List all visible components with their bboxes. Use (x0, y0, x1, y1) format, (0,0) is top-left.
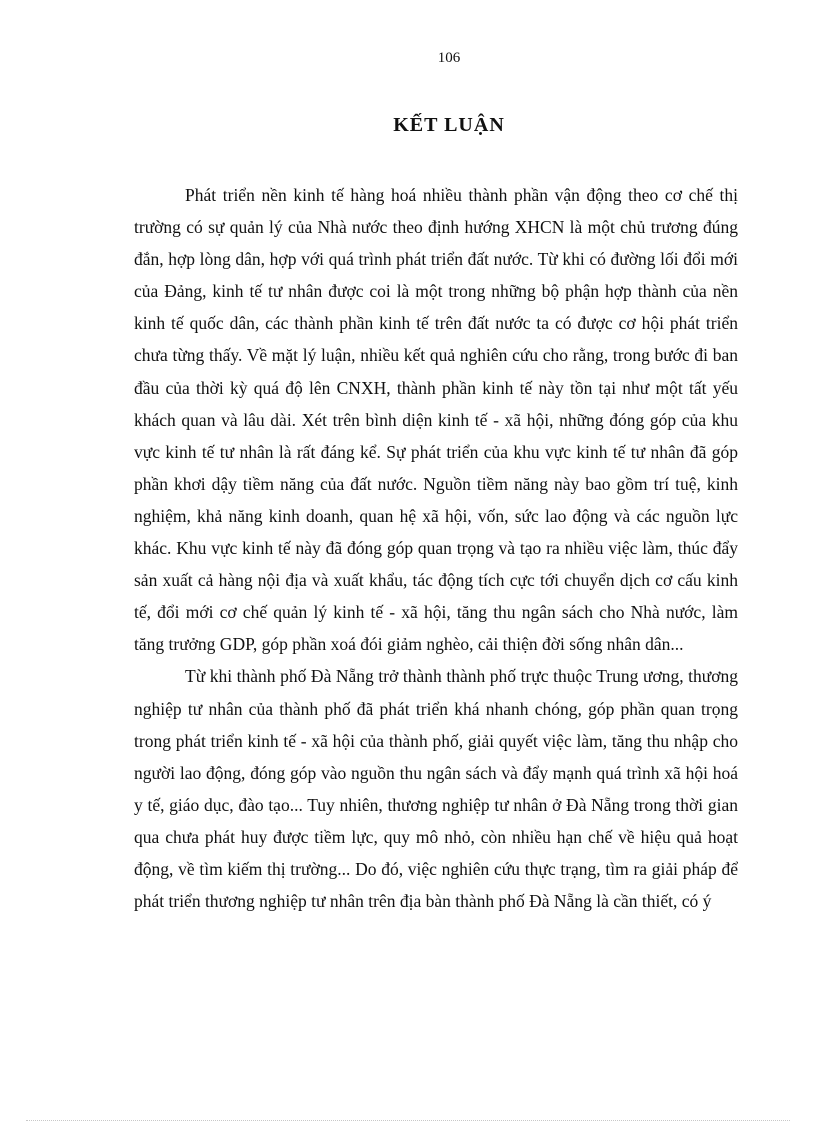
paragraph-1: Phát triển nền kinh tế hàng hoá nhiều thành phần vận động theo cơ chế thị trường có sự quản lý của Nhà nước theo định hướng XHCN là một chủ trương đúng đắn, hợp lòng dân, hợp với quá trình phát triển đất nước. Từ khi có đường lối đổi mới của Đảng, kinh tế tư nhân được coi là một trong những bộ phận hợp thành của nền kinh tế quốc dân, các thành phần kinh tế trên đất nước ta có được cơ hội phát triển chưa từng thấy. Về mặt lý luận, nhiều kết quả nghiên cứu cho rằng, trong bước đi ban đầu của thời kỳ quá độ lên CNXH, thành phần kinh tế này tồn tại như một tất yếu khách quan và lâu dài. Xét trên bình diện kinh tế - xã hội, những đóng góp của khu vực kinh tế tư nhân là rất đáng kể. Sự phát triển của khu vực kinh tế tư nhân đã góp phần khơi dậy tiềm năng của đất nước. Nguồn tiềm năng này bao gồm trí tuệ, kinh nghiệm, khả năng kinh doanh, quan hệ xã hội, vốn, sức lao động và các nguồn lực khác. Khu vực kinh tế này đã đóng góp quan trọng và tạo ra nhiều việc làm, thúc đẩy sản xuất cả hàng nội địa và xuất khẩu, tác động tích cực tới chuyển dịch cơ cấu kinh tế, đổi mới cơ chế quản lý kinh tế - xã hội, tăng thu ngân sách cho Nhà nước, làm tăng trưởng GDP, góp phần xoá đói giảm nghèo, cải thiện đời sống nhân dân... (134, 185, 738, 655)
page-number: 106 (437, 50, 461, 66)
page-bottom-divider (26, 1120, 790, 1121)
document-body (134, 179, 738, 917)
paragraph-2: Từ khi thành phố Đà Nẵng trở thành thành phố trực thuộc Trung ương, thương nghiệp tư nhân của thành phố đã phát triển khá nhanh chóng, góp phần quan trọng trong phát triển kinh tế - xã hội của thành phố, giải quyết việc làm, tăng thu nhập cho người lao động, đóng góp vào nguồn thu ngân sách và đẩy mạnh quá trình xã hội hoá y tế, giáo dục, đào tạo... Tuy nhiên, thương nghiệp tư nhân ở Đà Nẵng trong thời gian qua chưa phát huy được tiềm lực, quy mô nhỏ, còn nhiều hạn chế về hiệu quả hoạt động, về tìm kiếm thị trường... Do đó, việc nghiên cứu thực trạng, tìm ra giải pháp để phát triển thương nghiệp tư nhân trên địa bàn thành phố Đà Nẵng là cần thiết, có ý (134, 666, 738, 912)
page-title: KẾT LUẬN (393, 114, 505, 136)
